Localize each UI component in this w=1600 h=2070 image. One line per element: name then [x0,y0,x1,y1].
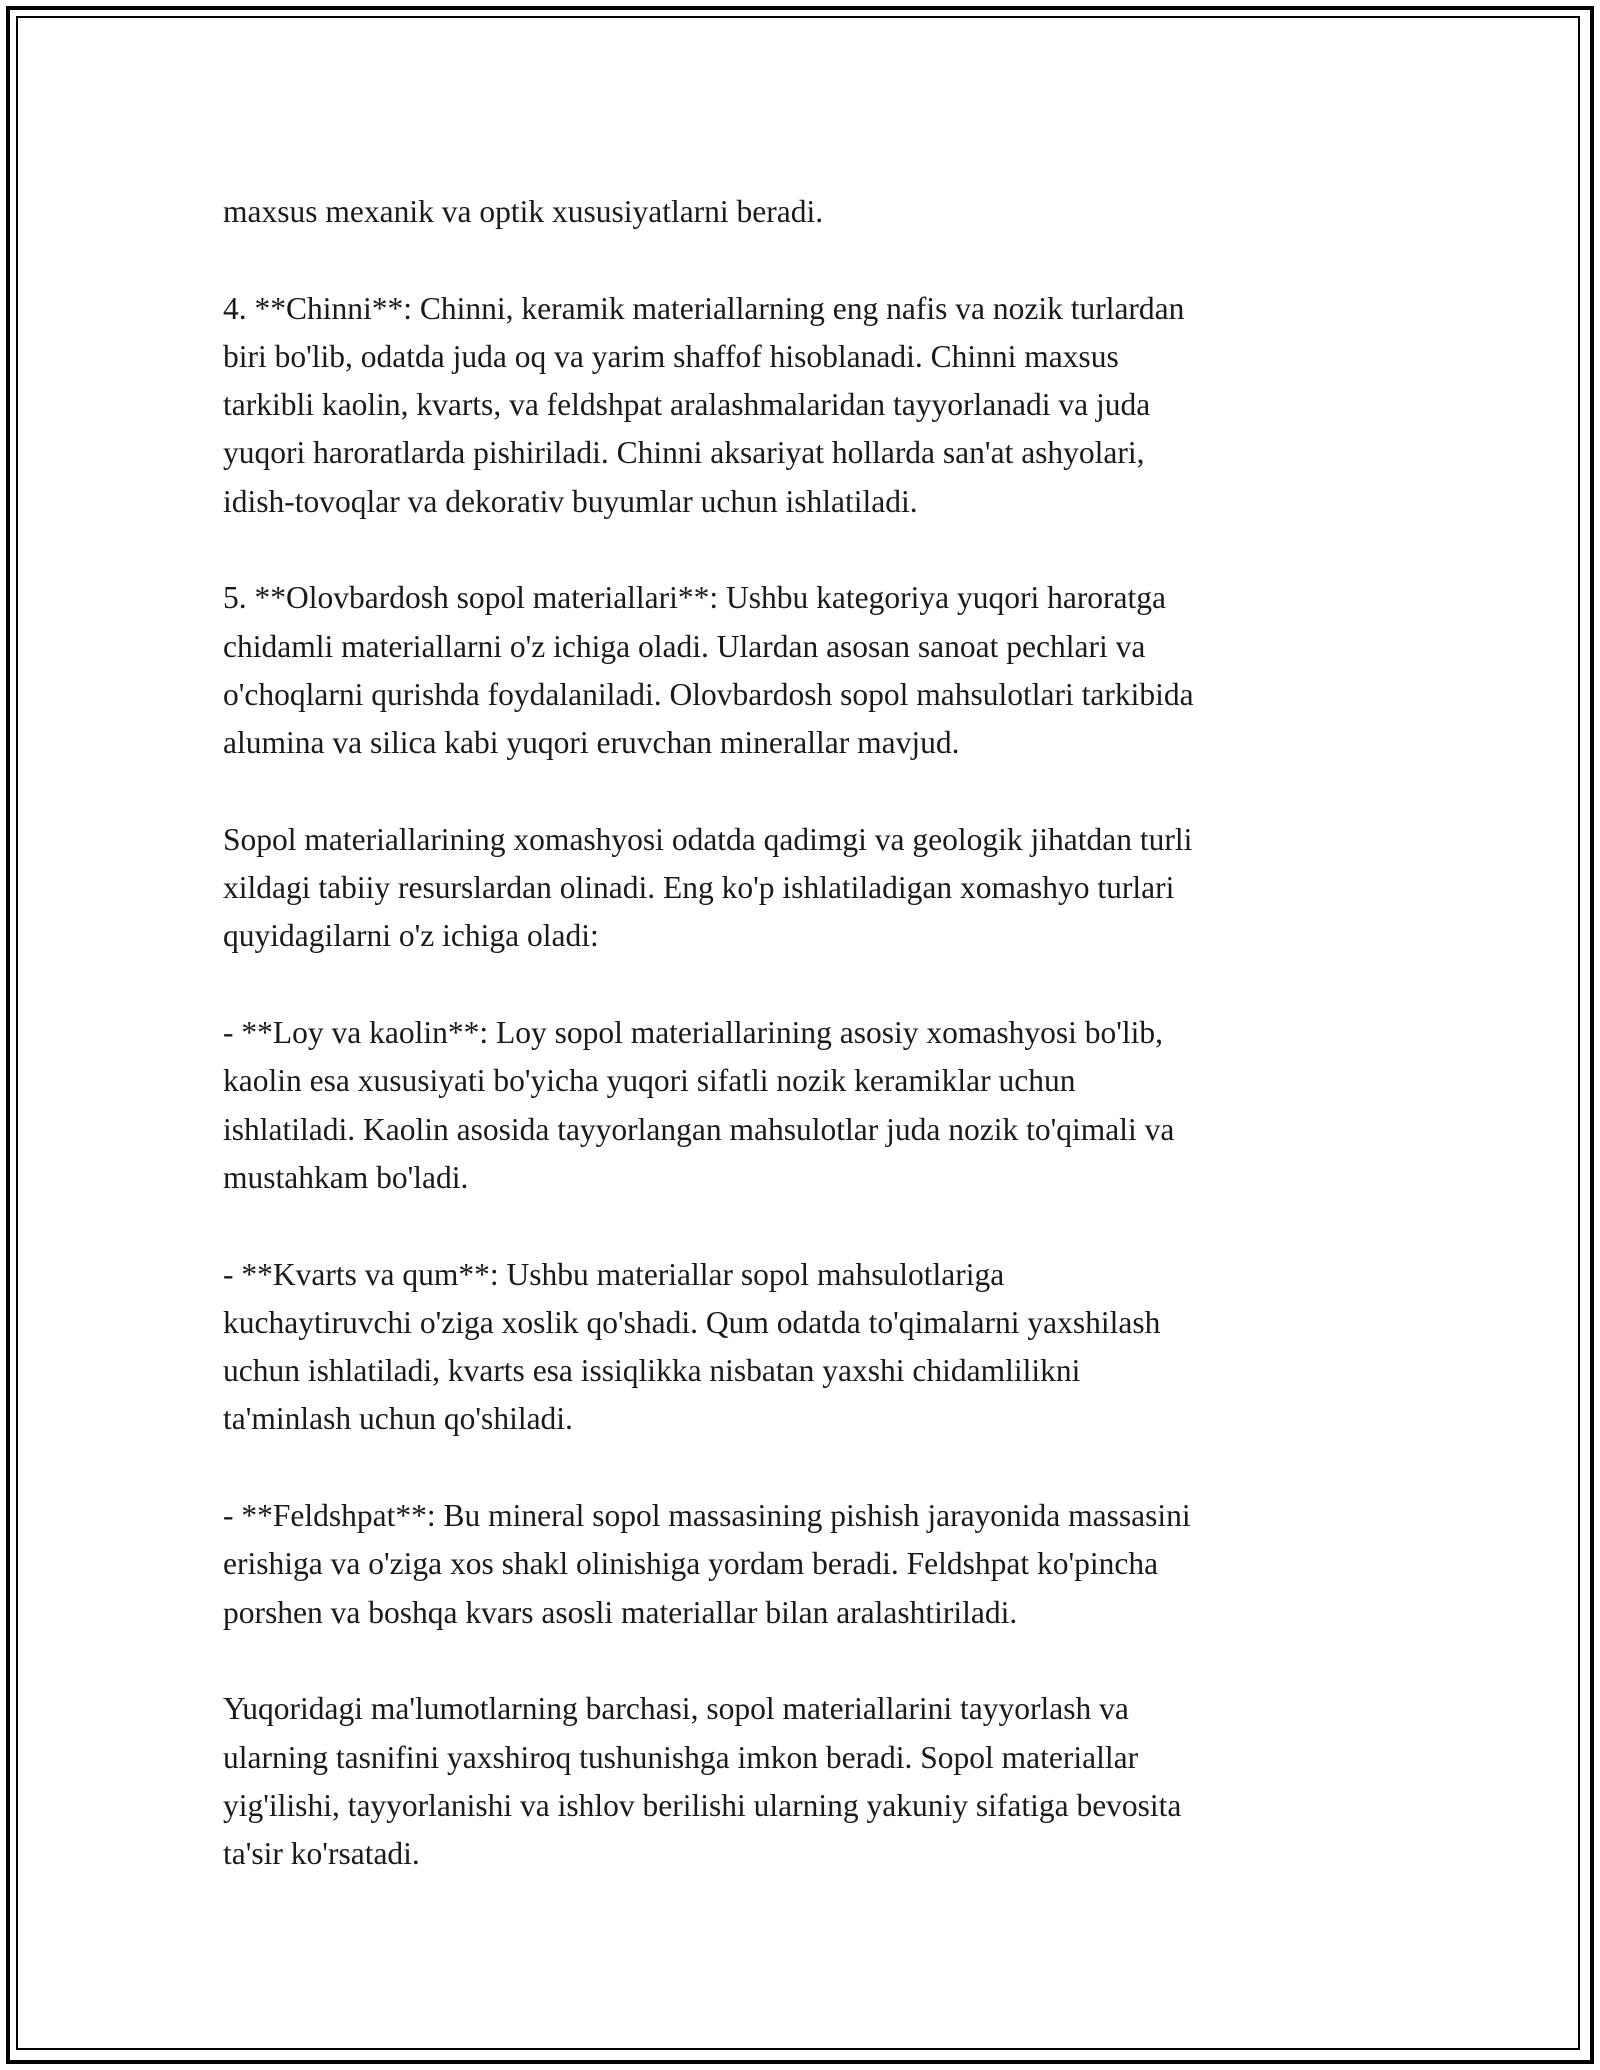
text-line: tarkibli kaolin, kvarts, va feldshpat aralashmalaridan tayyorlanadi va juda [223,387,1151,423]
text-line: - **Feldshpat**: Bu mineral sopol massasining pishish jarayonida massasini [223,1498,1191,1534]
text-line: kaolin esa xususiyati bo'yicha yuqori sifatli nozik keramiklar uchun [223,1063,1076,1099]
blank-line [223,1202,1383,1250]
text-line: quyidagilarni o'z ichiga oladi: [223,918,599,954]
text-line: o'choqlarni qurishda foydalaniladi. Olovbardosh sopol mahsulotlari tarkibida [223,676,1194,712]
blank-line [223,526,1383,574]
text-line: Yuqoridagi ma'lumotlarning barchasi, sopol materiallarini tayyorlash va [223,1691,1129,1727]
text-line: uchun ishlatiladi, kvarts esa issiqlikka nisbatan yaxshi chidamlilikni [223,1353,1081,1389]
text-line: xildagi tabiiy resurslardan olinadi. Eng ko'p ishlatiladigan xomashyo turlari [223,870,1175,906]
text-line: yuqori haroratlarda pishiriladi. Chinni aksariyat hollarda san'at ashyolari, [223,435,1145,471]
text-line: biri bo'lib, odatda juda oq va yarim shaffof hisoblanadi. Chinni maxsus [223,338,1119,374]
text-line: mustahkam bo'ladi. [223,1159,469,1195]
text-line: porshen va boshqa kvars asosli materiallar bilan aralashtiriladi. [223,1594,1018,1630]
text-line: ta'sir ko'rsatadi. [223,1836,420,1872]
text-line: 4. **Chinni**: Chinni, keramik materiallarning eng nafis va nozik turlardan [223,290,1185,326]
text-line: chidamli materiallarni o'z ichiga oladi. Ulardan asosan sanoat pechlari va [223,628,1146,664]
text-line: kuchaytiruvchi o'ziga xoslik qo'shadi. Qum odatda to'qimalarni yaxshilash [223,1304,1161,1340]
text-line: alumina va silica kabi yuqori eruvchan minerallar mavjud. [223,725,960,761]
text-line: 5. **Olovbardosh sopol materiallari**: Ushbu kategoriya yuqori haroratga [223,580,1167,616]
blank-line [223,1444,1383,1492]
blank-line [223,1637,1383,1685]
text-line: - **Loy va kaolin**: Loy sopol materiallarining asosiy xomashyosi bo'lib, [223,1015,1164,1051]
blank-line [223,961,1383,1009]
text-line: maxsus mexanik va optik xususiyatlarni beradi. [223,194,824,229]
text-line: - **Kvarts va qum**: Ushbu materiallar sopol mahsulotlariga [223,1256,1005,1292]
text-line: ta'minlash uchun qo'shiladi. [223,1401,573,1437]
text-line: erishiga va o'ziga xos shakl olinishiga yordam beradi. Feldshpat ko'pincha [223,1546,1159,1582]
blank-line [223,236,1383,284]
text-line: Sopol materiallarining xomashyosi odatda qadimgi va geologik jihatdan turli [223,821,1193,857]
blank-line [223,768,1383,816]
document-body [223,188,1383,1878]
text-line: idish-tovoqlar va dekorativ buyumlar uchun ishlatiladi. [223,483,918,519]
text-line: yig'ilishi, tayyorlanishi va ishlov berilishi ularning yakuniy sifatiga bevosita [223,1787,1182,1823]
text-line: ularning tasnifini yaxshiroq tushunishga imkon beradi. Sopol materiallar [223,1739,1139,1775]
text-line: ishlatiladi. Kaolin asosida tayyorlangan mahsulotlar juda nozik to'qimali va [223,1111,1175,1147]
